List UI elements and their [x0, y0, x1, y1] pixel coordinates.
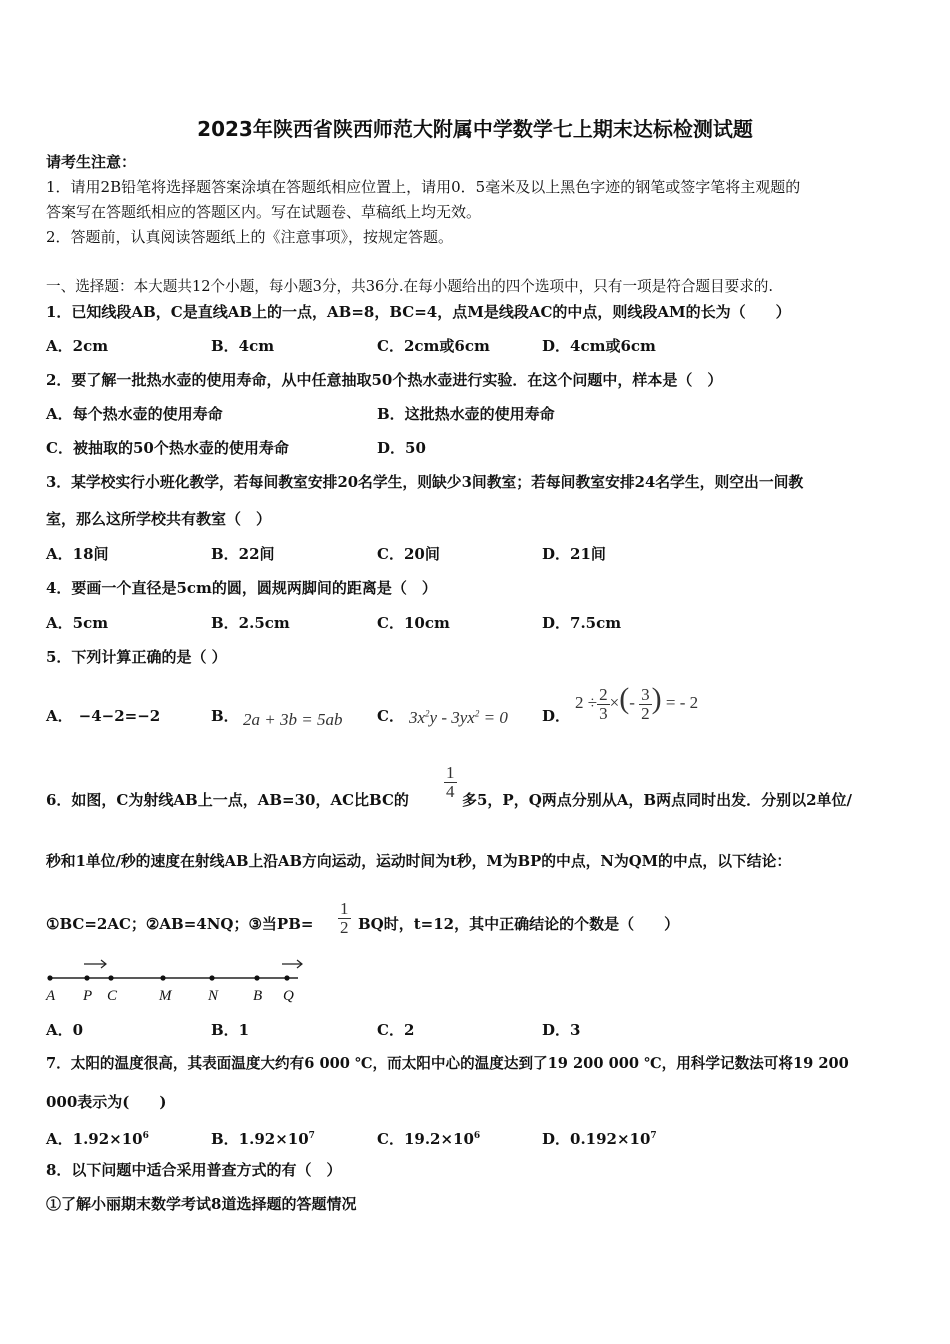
q6-fraction-1-4 [444, 764, 457, 801]
q6-option-c[interactable]: C．2 [377, 1021, 415, 1039]
q5-option-a-label: A． [46, 707, 73, 725]
question-1-stem: 1．已知线段AB，C是直线AB上的一点，AB=8，BC=4，点M是线段AC的中点，则线段AM的长为（ ） [46, 303, 791, 321]
q4-option-b[interactable]: B．2.5cm [211, 614, 290, 632]
q4-option-a[interactable]: A．5cm [46, 614, 109, 632]
q1-option-b[interactable]: B．4cm [211, 337, 275, 355]
q5-option-a[interactable] [46, 706, 160, 726]
q6-fraction-1-2 [338, 900, 351, 937]
q7-option-c[interactable] [377, 1126, 480, 1149]
question-8-item-1: ①了解小丽期末数学考试8道选择题的答题情况 [46, 1195, 357, 1213]
q7-option-c-text: C．19.2×10 [377, 1130, 474, 1148]
q5-option-c-expr: $3x^2y - 3yx^2 = 0$ [409, 708, 508, 727]
question-7-stem-1: 7．太阳的温度很高，其表面温度大约有6 000 ℃，而太阳中心的温度达到了19 200 000 ℃，用科学记数法可将19 200 [46, 1055, 849, 1072]
q2-option-b[interactable]: B．这批热水壶的使用寿命 [377, 405, 555, 423]
q2-option-c[interactable]: C．被抽取的50个热水壶的使用寿命 [46, 439, 289, 457]
point-label-q: Q [283, 988, 294, 1004]
q7-option-a[interactable] [46, 1126, 149, 1149]
question-6-line-3a: ①BC=2AC；②AB=4NQ；③当PB= [46, 915, 314, 933]
question-5-stem: 5．下列计算正确的是（ ） [46, 648, 227, 666]
point-label-n: N [208, 988, 219, 1004]
point-label-a: A [46, 988, 56, 1004]
notice-heading: 请考生注意： [46, 153, 137, 171]
q5-option-a-expr: −4−2=−2 [78, 707, 161, 725]
point-label-b: B [253, 988, 263, 1004]
question-7-stem-2: 000表示为( ) [46, 1093, 167, 1111]
q1-option-c[interactable]: C．2cm或6cm [377, 337, 490, 355]
q7-option-a-exp: 6 [142, 1131, 149, 1141]
question-6-line-1a: 6．如图，C为射线AB上一点，AB=30，AC比BC的 [46, 791, 409, 809]
q7-option-b-exp: 7 [308, 1131, 315, 1141]
q7-option-b[interactable] [211, 1126, 315, 1149]
question-3-stem-2: 室，那么这所学校共有教室（ ） [46, 510, 272, 528]
question-6-line-3b: BQ时，t=12，其中正确结论的个数是（ ） [358, 915, 680, 933]
q5-option-c[interactable] [377, 706, 404, 726]
q7-option-b-text: B．1.92×10 [211, 1130, 309, 1148]
q3-option-d[interactable]: D．21间 [542, 545, 606, 563]
q6-option-b[interactable]: B．1 [211, 1021, 250, 1039]
q5-option-d-label: D． [542, 707, 571, 725]
point-p [84, 975, 89, 980]
q6-frac2-den: 2 [340, 918, 349, 937]
q1-option-d[interactable]: D．4cm或6cm [542, 337, 656, 355]
q3-option-c[interactable]: C．20间 [377, 545, 440, 563]
q4-option-c[interactable]: C．10cm [377, 614, 450, 632]
notice-item-1a: 1．请用2B铅笔将选择题答案涂填在答题纸相应位置上，请用0．5毫米及以上黑色字迹的钢笔或签字笔将主观题的 [46, 178, 801, 196]
question-4-stem: 4．要画一个直径是5cm的圆，圆规两脚间的距离是（ ） [46, 579, 437, 597]
question-2-stem: 2．要了解一批热水壶的使用寿命，从中任意抽取50个热水壶进行实验．在这个问题中，样本是（ ） [46, 371, 723, 389]
page-title: 2023年陕西省陕西师范大附属中学数学七上期末达标检测试题 [197, 117, 753, 141]
question-8-stem: 8．以下问题中适合采用普查方式的有（ ） [46, 1161, 342, 1179]
point-label-c: C [107, 988, 118, 1004]
question-6-line-2: 秒和1单位/秒的速度在射线AB上沿AB方向运动，运动时间为t秒，M为BP的中点，N为QM的中点，以下结论： [46, 853, 792, 870]
section-heading: 一、选择题：本大题共12个小题，每小题3分，共36分.在每小题给出的四个选项中，只有一项是符合题目要求的. [46, 278, 774, 295]
q1-option-a[interactable]: A．2cm [46, 337, 109, 355]
q7-option-d[interactable] [542, 1126, 657, 1149]
point-a [47, 975, 52, 980]
q6-frac1-den: 4 [446, 782, 455, 801]
notice-item-2: 2．答题前，认真阅读答题纸上的《注意事项》，按规定答题。 [46, 228, 454, 246]
q5-option-b-label: B． [211, 707, 239, 725]
question-6-line-1b: 多5，P，Q两点分别从A，B两点同时出发．分别以2单位/ [462, 791, 853, 809]
q6-frac1-num: 1 [446, 763, 455, 782]
q7-option-d-text: D．0.192×10 [542, 1130, 651, 1148]
q7-option-c-exp: 6 [473, 1131, 481, 1141]
q7-option-a-text: A．1.92×10 [46, 1130, 143, 1148]
q5-option-c-label: C． [377, 707, 404, 725]
q2-option-a[interactable]: A．每个热水壶的使用寿命 [46, 405, 223, 423]
q5-option-b[interactable] [211, 706, 239, 726]
q6-option-d[interactable]: D．3 [542, 1021, 581, 1039]
q6-number-line-figure [40, 952, 320, 1008]
q5-option-d[interactable] [542, 706, 570, 726]
point-n [209, 975, 214, 980]
point-b [254, 975, 259, 980]
q4-option-d[interactable]: D．7.5cm [542, 614, 622, 632]
point-label-p: P [83, 988, 93, 1004]
q5-option-b-expr: 2a + 3b = 5ab [243, 710, 343, 729]
q3-option-a[interactable]: A．18间 [46, 545, 109, 563]
point-q [284, 975, 289, 980]
notice-item-1b: 答案写在答题纸相应的答题区内。写在试题卷、草稿纸上均无效。 [46, 203, 482, 221]
q7-option-d-exp: 7 [650, 1131, 657, 1141]
point-c [108, 975, 113, 980]
q6-frac2-num: 1 [340, 899, 349, 918]
point-label-m: M [159, 988, 172, 1004]
q6-option-a[interactable]: A．0 [46, 1021, 84, 1039]
q5-option-d-expr: 2 ÷ $\frac{2}{3}$ ×(- $\frac{3}{2}$ ) = - 2 [575, 682, 699, 723]
q2-option-d[interactable]: D．50 [377, 439, 426, 457]
question-3-stem-1: 3．某学校实行小班化教学，若每间教室安排20名学生，则缺少3间教室；若每间教室安排24名学生，则空出一间教 [46, 474, 804, 491]
point-m [160, 975, 165, 980]
q3-option-b[interactable]: B．22间 [211, 545, 275, 563]
